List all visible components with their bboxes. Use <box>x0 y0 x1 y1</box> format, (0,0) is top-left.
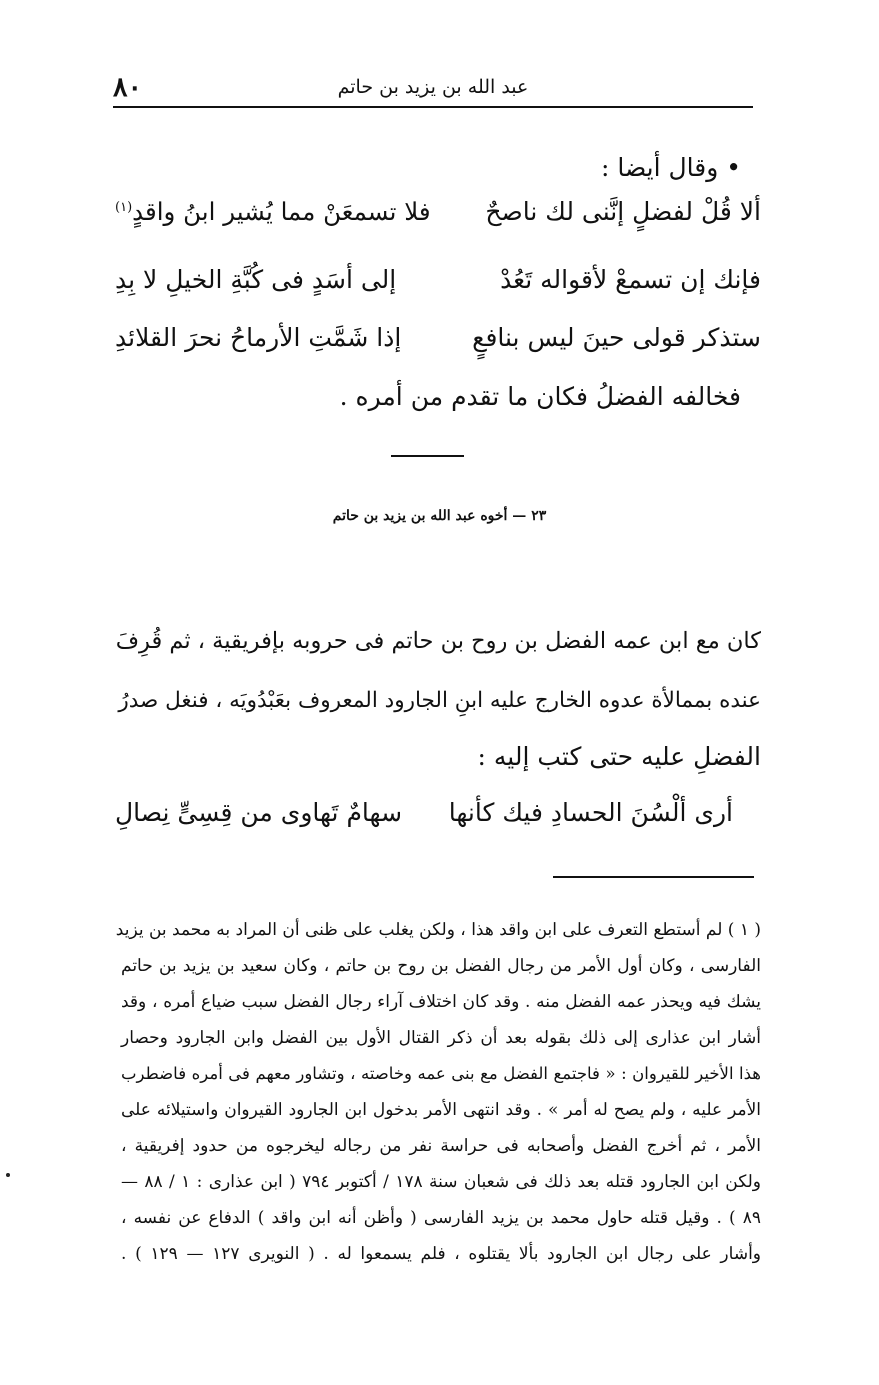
verse-2-second-hemistich: إلى أسَدٍ فى كُبَّةِ الخيلِ لا بِدِ <box>115 265 397 294</box>
footnote-line: يشك فيه ويحذر عمه الفضل منه . وقد كان اختلاف آراء رجال الفضل سبب ضياع أمره ، وقد <box>121 992 761 1012</box>
verse-1-second-text: فلا تسمعَنْ مما يُشير ابنُ واقدٍ <box>132 197 431 226</box>
footnote-rule <box>553 876 754 878</box>
paragraph-line: كان مع ابن عمه الفضل بن روح بن حاتم فى حروبه بإفريقية ، ثم قُرِفَ <box>115 628 761 654</box>
section-verse <box>115 798 733 846</box>
paragraph-line: الفضلِ عليه حتى كتب إليه : <box>477 742 761 771</box>
verse-3-second-hemistich: إذا شَمَّتِ الأرماحُ نحرَ القلائدِ <box>115 323 402 352</box>
after-verses-line: فخالفه الفضلُ فكان ما تقدم من أمره . <box>339 382 741 411</box>
page-header <box>113 72 753 106</box>
section-verse-second-hemistich: سهامٌ تَهاوى من قِسِىٍّ نِصالِ <box>115 798 403 827</box>
footnote-line: ولكن ابن الجارود قتله بعد ذلك فى شعبان سنة ١٧٨ / أكتوبر ٧٩٤ ( ابن عذارى : ١ / ٨٨ — <box>121 1172 762 1192</box>
footnote-line: ٨٩ ) . وقيل قتله حاول محمد بن يزيد الفارسى ( وأظن أنه ابن واقد ) الدفاع عن نفسه ، <box>121 1208 761 1228</box>
footnote-line: الفارسى ، وكان أول الأمر من رجال الفضل بن روح بن حاتم ، وكان سعيد بن يزيد بن حاتم <box>121 956 761 976</box>
running-title: عبد الله بن يزيد بن حاتم <box>337 76 529 98</box>
verse-2 <box>115 265 761 313</box>
page-number: ٨٠ <box>113 72 143 103</box>
verse-1-first-hemistich <box>485 197 761 226</box>
section-heading: ٢٣ — أخوه عبد الله بن يزيد بن حاتم <box>332 508 547 524</box>
footnote-line: وأشار على رجال ابن الجارود بألا يقتلوه ، فلم يسمعوا له . ( النويرى ١٢٧ — ١٢٩ ) . <box>121 1244 761 1264</box>
scan-speck <box>6 1173 10 1177</box>
verse-1-second-hemistich <box>115 197 431 226</box>
footnote-line: الأمر ، ثم أخرج الفضل وأصحابه فى حراسة نفر من رجاله ليخرجوه من حدود إفريقية ، <box>121 1136 761 1156</box>
verse-2-first-hemistich: فإنك إن تسمعْ لأقواله تَعُدْ <box>500 265 761 294</box>
footnote-reference[interactable]: (١) <box>115 199 133 215</box>
footnote-line: الأمر عليه ، ولم يصح له أمر » . وقد انتهى الأمر بدخول ابن الجارود القيروان واستيلائه على <box>121 1100 761 1120</box>
verse-1 <box>115 197 761 245</box>
verse-3 <box>115 323 761 371</box>
header-rule <box>113 106 753 108</box>
intro-line: • وقال أيضا : <box>600 153 741 182</box>
paragraph-line: عنده بممالأة عدوه الخارج عليه ابنِ الجارود المعروف بعَبْدُويَه ، فنغل صدرُ <box>118 688 761 713</box>
verse-3-first-hemistich: ستذكر قولى حينَ ليس بنافعٍ <box>472 323 761 352</box>
verse-1-first-text: ألا قُلْ لفضلٍ إنَّنى لك ناصحٌ <box>485 197 761 226</box>
footnote-line: ( ١ ) لم أستطع التعرف على ابن واقد هذا ، ولكن يغلب على ظنى أن المراد به محمد بن يزيد <box>115 920 761 940</box>
section-verse-first-hemistich: أرى ألْسُنَ الحسادِ فيك كأنها <box>448 798 733 827</box>
footnote-line: هذا الأخير للقيروان : « فاجتمع الفضل مع بنى عمه وخاصته ، وتشاور معهم فى أمره فاضطرب <box>121 1064 761 1083</box>
footnote-line: أشار ابن عذارى إلى ذلك بقوله بعد أن ذكر القتال الأول بين الفضل وابن الجارود وحصار <box>121 1028 761 1048</box>
section-divider <box>391 455 464 457</box>
